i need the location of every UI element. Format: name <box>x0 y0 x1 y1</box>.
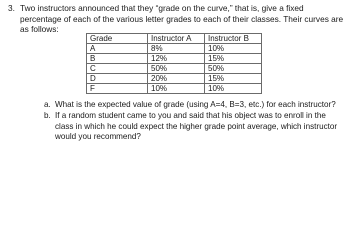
subquestion-text: If a random student came to you and said that his object was to enroll in the class in which he could expect the higher grade point average, which instructor would you recommend? <box>55 110 338 142</box>
table-row <box>87 84 262 94</box>
instructor-a-cell: 50% <box>148 64 205 74</box>
question-number: 3. <box>8 3 15 13</box>
header-instructor-a: Instructor A <box>148 34 205 44</box>
header-instructor-b: Instructor B <box>205 34 262 44</box>
subquestion-a <box>44 100 344 111</box>
instructor-a-cell: 10% <box>148 84 205 94</box>
subquestion-text: What is the expected value of grade (using A=4, B=3, etc.) for each instructor? <box>55 100 336 109</box>
grade-cell: D <box>87 74 148 84</box>
grade-curve-table <box>86 33 262 94</box>
question-3 <box>8 3 346 35</box>
question-row <box>8 3 346 35</box>
instructor-a-cell: 20% <box>148 74 205 84</box>
grade-cell: B <box>87 54 148 64</box>
instructor-b-cell: 50% <box>205 64 262 74</box>
grade-cell: F <box>87 84 148 94</box>
table-header-row <box>87 34 262 44</box>
subquestion-list <box>44 100 344 143</box>
instructor-a-cell: 8% <box>148 44 205 54</box>
table-row <box>87 44 262 54</box>
table-row <box>87 64 262 74</box>
instructor-b-cell: 15% <box>205 54 262 64</box>
grade-cell: A <box>87 44 148 54</box>
grade-cell: C <box>87 64 148 74</box>
table-row <box>87 54 262 64</box>
instructor-a-cell: 12% <box>148 54 205 64</box>
instructor-b-cell: 15% <box>205 74 262 84</box>
question-text: Two instructors announced that they “grade on the curve,” that is, give a fixed percentage of each of the various letter grades to each of their classes. Their curves are as follows: <box>20 3 344 34</box>
header-grade: Grade <box>87 34 148 44</box>
instructor-b-cell: 10% <box>205 84 262 94</box>
subquestion-b <box>44 111 344 143</box>
instructor-b-cell: 10% <box>205 44 262 54</box>
subquestion-letter: a. <box>44 100 51 109</box>
table-row <box>87 74 262 84</box>
subquestion-letter: b. <box>44 110 51 120</box>
